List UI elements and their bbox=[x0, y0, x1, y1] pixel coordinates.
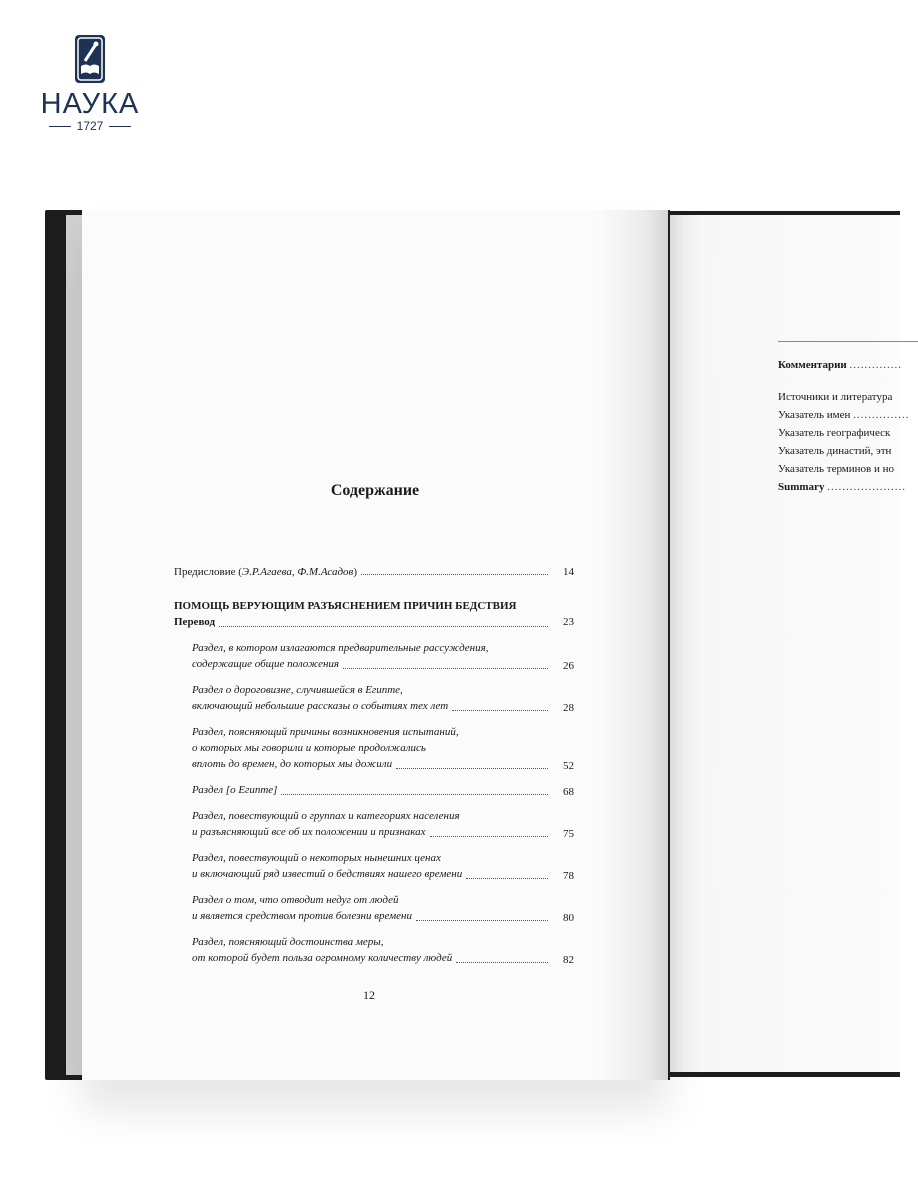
toc-subsection bbox=[174, 808, 574, 840]
right-page bbox=[670, 215, 910, 1072]
header-rule bbox=[778, 341, 918, 342]
subsection-line: Раздел, в котором излагаются предварительные рассуждения, bbox=[192, 642, 489, 654]
left-page bbox=[82, 210, 668, 1080]
leader-dots bbox=[456, 961, 548, 963]
subsection-line: вплоть до времен, до которых мы дожили bbox=[192, 758, 393, 770]
translation-label: Перевод bbox=[174, 616, 216, 628]
toc-page-number: 82 bbox=[563, 954, 574, 966]
toc-entry: Указатель династий, этн bbox=[778, 445, 892, 457]
toc-page-number: 23 bbox=[563, 616, 574, 628]
toc-page-number: 80 bbox=[563, 912, 574, 924]
subsection-line: Раздел о дороговизне, случившейся в Египте, bbox=[192, 684, 403, 696]
subsection-line: Раздел, повествующий о некоторых нынешних ценах bbox=[192, 852, 441, 864]
subsection-line: Раздел о том, что отводит недуг от людей bbox=[192, 894, 399, 906]
toc-subsection bbox=[174, 850, 574, 882]
toc-entry: Указатель географическ bbox=[778, 427, 891, 439]
toc-title: Содержание bbox=[330, 482, 420, 499]
toc-entry: Summary ..................... bbox=[778, 481, 906, 493]
preface-authors: Э.Р.Агаева, Ф.М.Асадов bbox=[241, 566, 354, 578]
subsection-line: и разъясняющий все об их положении и признаках bbox=[192, 826, 426, 838]
toc-entry: Указатель имен ............... bbox=[778, 409, 910, 421]
preface-close: ) bbox=[353, 566, 358, 578]
table-of-contents bbox=[174, 566, 574, 966]
publisher-name: НАУКА bbox=[40, 88, 140, 120]
publisher-year-line bbox=[40, 119, 140, 133]
leader-dots bbox=[452, 709, 548, 711]
publisher-year: 1727 bbox=[76, 119, 104, 133]
preface-label: Предисловие ( bbox=[174, 566, 242, 578]
toc-subsection bbox=[174, 682, 574, 714]
toc-subsection bbox=[174, 782, 574, 798]
leader-dots bbox=[430, 835, 548, 837]
leader-dots bbox=[281, 793, 548, 795]
publisher-logo bbox=[40, 30, 140, 133]
leader-dots bbox=[396, 767, 548, 769]
subsection-line: Раздел, поясняющий достоинства меры, bbox=[192, 936, 384, 948]
toc-entry: Комментарии .............. bbox=[778, 359, 903, 371]
page-number: 12 bbox=[363, 988, 375, 1002]
toc-page-number: 75 bbox=[563, 828, 574, 840]
toc-page-number: 78 bbox=[563, 870, 574, 882]
subsection-line: и является средством против болезни времени bbox=[192, 910, 412, 922]
toc-subsection bbox=[174, 724, 574, 772]
toc-entry: Указатель терминов и но bbox=[778, 463, 894, 475]
subsection-line: содержащие общие положения bbox=[192, 658, 340, 670]
subsection-line: Раздел, повествующий о группах и категориях населения bbox=[192, 810, 460, 822]
book-emblem-icon bbox=[75, 35, 105, 83]
subsection-line: и включающий ряд известий о бедствиях нашего времени bbox=[192, 868, 463, 880]
subsection-line: Раздел [о Египте] bbox=[192, 784, 278, 796]
leader-dots bbox=[416, 919, 548, 921]
leader-dots bbox=[361, 573, 548, 575]
subsection-line: Раздел, поясняющий причины возникновения испытаний, bbox=[192, 726, 459, 738]
toc-page-number: 26 bbox=[563, 660, 574, 672]
leader-dots bbox=[343, 667, 548, 669]
toc-page-number: 52 bbox=[563, 760, 574, 772]
toc-entry: Источники и литература bbox=[778, 391, 893, 403]
leader-dots bbox=[219, 625, 548, 627]
toc-entry-translation bbox=[174, 614, 574, 630]
year-rule-left bbox=[49, 126, 71, 127]
year-rule-right bbox=[109, 126, 131, 127]
toc-continuation bbox=[778, 356, 909, 496]
page-edges bbox=[66, 215, 82, 1075]
section-heading: ПОМОЩЬ ВЕРУЮЩИМ РАЗЪЯСНЕНИЕМ ПРИЧИН БЕДСТВИЯ bbox=[174, 600, 517, 612]
toc-page-number: 28 bbox=[563, 702, 574, 714]
subsection-line: от которой будет польза огромному количеству людей bbox=[192, 952, 453, 964]
leader-dots bbox=[466, 877, 548, 879]
toc-subsection bbox=[174, 934, 574, 966]
toc-subsection bbox=[174, 892, 574, 924]
toc-subsection bbox=[174, 640, 574, 672]
toc-page-number: 68 bbox=[563, 786, 574, 798]
toc-entry-preface bbox=[174, 566, 574, 578]
subsection-line: включающий небольшие рассказы о событиях тех лет bbox=[192, 700, 449, 712]
toc-page-number: 14 bbox=[563, 566, 574, 578]
subsection-line: о которых мы говорили и которые продолжались bbox=[192, 742, 426, 754]
